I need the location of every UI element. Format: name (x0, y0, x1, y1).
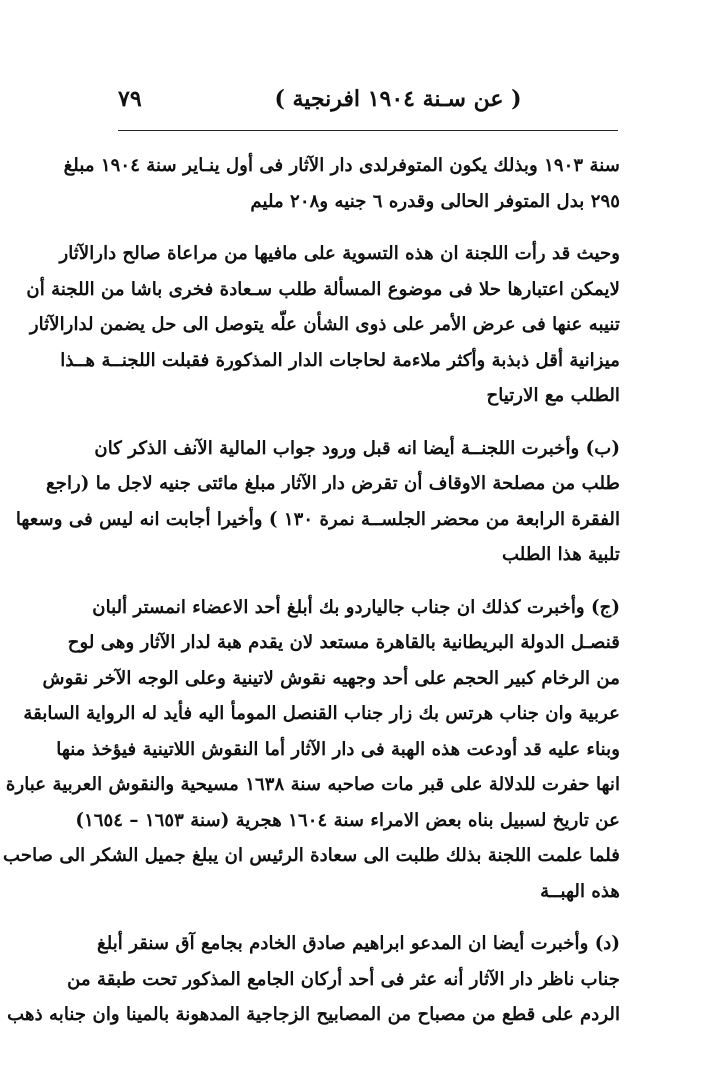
text-line: (د) وأخبرت أيضا ان المدعو ابراهيم صادق الخادم بجامع آق سنقر أبلغ (97, 933, 620, 954)
paragraph (26, 236, 620, 414)
text-line: (ب) وأخبرت اللجنــة أيضا انه قبل ورود جواب المالية الآنف الذكر كان (94, 437, 620, 459)
paragraph (15, 431, 620, 573)
text-line: وحيث قد رأت اللجنة ان هذه التسوية على مافيها من مراعاة صالح دارالآثار (59, 243, 620, 264)
running-title: ( عن سـنة ١٩٠٤ افرنجية ) (274, 86, 522, 112)
text-line: فلما علمت اللجنة بذلك طلبت الى سعادة الرئيس ان يبلغ جميل الشكر الى صاحب (3, 845, 620, 866)
page-number: ٧٩ (118, 86, 142, 112)
text-line: من الرخام كبير الحجم على أحد وجهيه نقوش لاتينية وعلى الوجه الآخر نقوش (42, 667, 620, 689)
text-line: عربية وان جناب هرتس بك زار جناب القنصل المومأ اليه فأيد له الرواية السابقة (23, 703, 620, 724)
text-line: طلب من مصلحة الاوقاف أن تقرض دار الآثار مبلغ مائتى جنيه لاجل ما (راجع (46, 473, 620, 494)
text-line: قنصـل الدولة البريطانية بالقاهرة مستعد لان يقدم هبة لدار الآثار وهى لوح (67, 632, 620, 653)
paragraph (63, 148, 620, 219)
header-divider (118, 130, 618, 131)
text-line: ميزانية أقل ذبذبة وأكثر ملاءمة لحاجات الدار المذكورة فقبلت اللجنــة هــذا (60, 349, 620, 371)
body-text (3, 148, 620, 1033)
text-line: الردم على قطع من مصباح من المصابيح الزجاجية المدهونة بالمينا وان جنابه ذهب (7, 1004, 620, 1025)
text-line: ٢٩٥ بدل المتوفر الحالى وقدره ٦ جنيه و٢٠٨ مليم (250, 190, 620, 212)
text-line: جناب ناظر دار الآثار أنه عثر فى أحد أركان الجامع المذكور تحت طبقة من (67, 968, 620, 990)
text-line: تلبية هذا الطلب (501, 544, 620, 565)
text-line: لايمكن اعتبارها حلا فى موضوع المسألة طلب سـعادة فخرى باشا من اللجنة أن (26, 278, 620, 300)
text-line: الطلب مع الارتياح (486, 385, 620, 406)
text-line: وبناء عليه قد أودعت هذه الهبة فى دار الآثار أما النقوش اللاتينية فيؤخذ منها (56, 738, 620, 760)
paragraph (7, 926, 620, 1033)
text-line: الفقرة الرابعة من محضر الجلســة نمرة ١٣٠ ) وأخيرا أجابت انه ليس فى وسعها (15, 508, 620, 530)
paragraph (3, 838, 620, 909)
paragraph (5, 590, 620, 839)
text-line: سنة ١٩٠٣ وبذلك يكون المتوفرلدى دار الآثار فى أول ينـاير سنة ١٩٠٤ مبلغ (63, 155, 620, 176)
text-line: (ج) وأخبرت كذلك ان جناب جالياردو بك أبلغ أحد الاعضاء انمستر ألبان (92, 596, 620, 618)
text-line: انها حفرت للدلالة على قبر مات صاحبه سنة ١٦٣٨ مسيحية والنقوش العربية عبارة (5, 774, 620, 795)
text-line: تنيبه عنها فى عرض الأمر على ذوى الشأن علّه يتوصل الى حل يضمن لدارالآثار (29, 314, 620, 335)
text-line: عن تاريخ لسبيل بناه بعض الامراء سنة ١٦٠٤ هجرية (سنة ١٦٥٣ – ١٦٥٤) (75, 809, 620, 831)
page-header (118, 86, 618, 130)
text-line: هذه الهبــة (540, 880, 620, 902)
